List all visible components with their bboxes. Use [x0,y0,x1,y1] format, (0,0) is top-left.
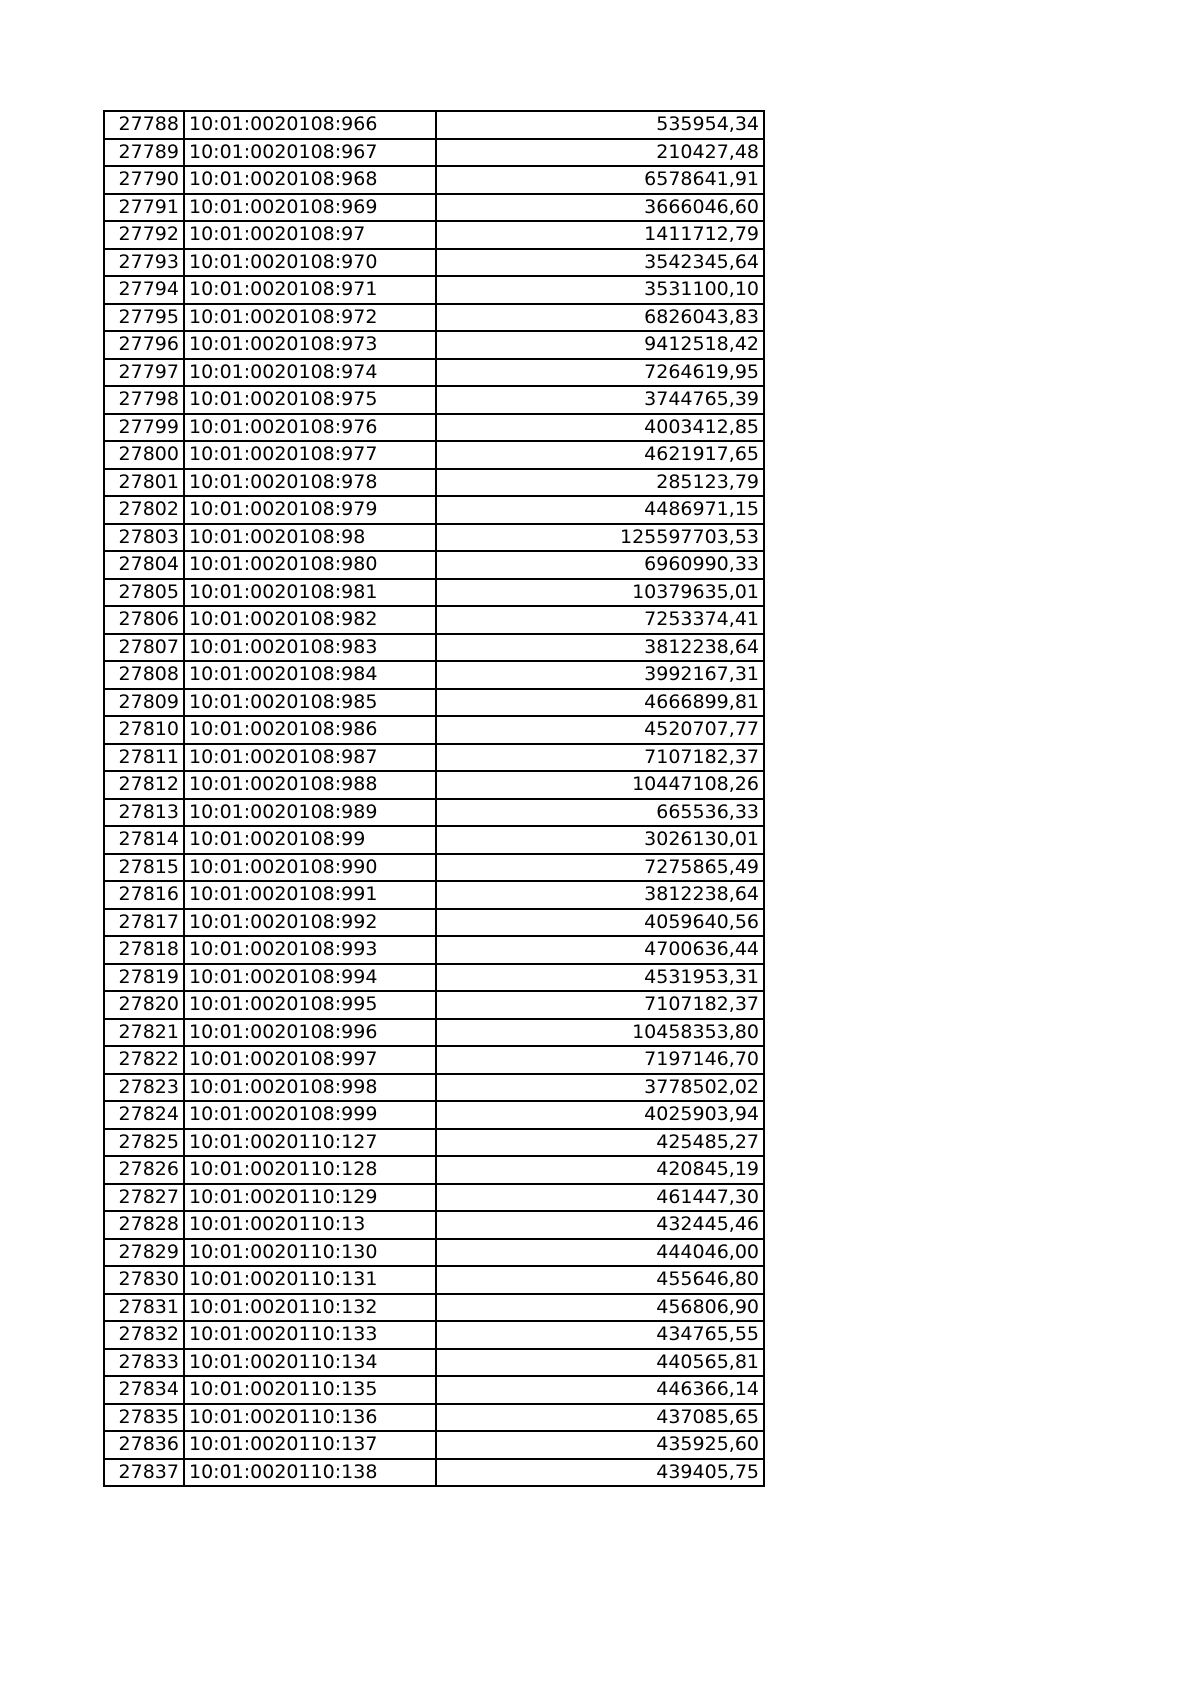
table-row [104,826,764,854]
row-number-cell: 27797 [104,359,184,387]
cadastral-number-cell: 10:01:0020108:987 [184,744,436,772]
cadastral-number-cell: 10:01:0020108:969 [184,194,436,222]
cadastral-number-cell: 10:01:0020108:981 [184,579,436,607]
value-cell: 7275865,49 [436,854,764,882]
row-number-cell: 27821 [104,1019,184,1047]
table-row [104,1431,764,1459]
table-row [104,496,764,524]
row-number-cell: 27788 [104,111,184,139]
table-row [104,304,764,332]
data-table [103,110,765,1487]
cadastral-number-cell: 10:01:0020110:130 [184,1239,436,1267]
table-row [104,111,764,139]
row-number-cell: 27808 [104,661,184,689]
value-cell: 420845,19 [436,1156,764,1184]
cadastral-number-cell: 10:01:0020108:998 [184,1074,436,1102]
table-row [104,524,764,552]
cadastral-number-cell: 10:01:0020108:978 [184,469,436,497]
row-number-cell: 27823 [104,1074,184,1102]
table-row [104,771,764,799]
table-row [104,1459,764,1487]
table-row [104,139,764,167]
cadastral-number-cell: 10:01:0020108:984 [184,661,436,689]
cadastral-number-cell: 10:01:0020110:127 [184,1129,436,1157]
table-row [104,1321,764,1349]
cadastral-number-cell: 10:01:0020108:971 [184,276,436,304]
cadastral-number-cell: 10:01:0020108:982 [184,606,436,634]
row-number-cell: 27832 [104,1321,184,1349]
cadastral-number-cell: 10:01:0020108:977 [184,441,436,469]
cadastral-number-cell: 10:01:0020108:97 [184,221,436,249]
cadastral-number-cell: 10:01:0020108:966 [184,111,436,139]
row-number-cell: 27831 [104,1294,184,1322]
value-cell: 437085,65 [436,1404,764,1432]
value-cell: 4531953,31 [436,964,764,992]
table-row [104,1376,764,1404]
value-cell: 3542345,64 [436,249,764,277]
table-row [104,1019,764,1047]
value-cell: 535954,34 [436,111,764,139]
cadastral-number-cell: 10:01:0020108:98 [184,524,436,552]
value-cell: 3026130,01 [436,826,764,854]
value-cell: 10447108,26 [436,771,764,799]
value-cell: 4700636,44 [436,936,764,964]
row-number-cell: 27814 [104,826,184,854]
row-number-cell: 27835 [104,1404,184,1432]
value-cell: 435925,60 [436,1431,764,1459]
cadastral-number-cell: 10:01:0020108:997 [184,1046,436,1074]
cadastral-number-cell: 10:01:0020110:128 [184,1156,436,1184]
value-cell: 210427,48 [436,139,764,167]
value-cell: 3531100,10 [436,276,764,304]
table-row [104,1239,764,1267]
cadastral-number-cell: 10:01:0020108:967 [184,139,436,167]
row-number-cell: 27807 [104,634,184,662]
row-number-cell: 27812 [104,771,184,799]
table-row [104,689,764,717]
row-number-cell: 27791 [104,194,184,222]
value-cell: 7253374,41 [436,606,764,634]
value-cell: 434765,55 [436,1321,764,1349]
row-number-cell: 27829 [104,1239,184,1267]
row-number-cell: 27836 [104,1431,184,1459]
cadastral-number-cell: 10:01:0020110:134 [184,1349,436,1377]
row-number-cell: 27824 [104,1101,184,1129]
row-number-cell: 27828 [104,1211,184,1239]
cadastral-number-cell: 10:01:0020108:991 [184,881,436,909]
table-row [104,661,764,689]
row-number-cell: 27803 [104,524,184,552]
value-cell: 4520707,77 [436,716,764,744]
value-cell: 3778502,02 [436,1074,764,1102]
table-row [104,166,764,194]
cadastral-number-cell: 10:01:0020110:133 [184,1321,436,1349]
table-row [104,1074,764,1102]
cadastral-number-cell: 10:01:0020108:993 [184,936,436,964]
table-row [104,881,764,909]
cadastral-number-cell: 10:01:0020110:136 [184,1404,436,1432]
value-cell: 665536,33 [436,799,764,827]
value-cell: 3666046,60 [436,194,764,222]
cadastral-number-cell: 10:01:0020108:980 [184,551,436,579]
row-number-cell: 27827 [104,1184,184,1212]
cadastral-number-cell: 10:01:0020108:990 [184,854,436,882]
value-cell: 4486971,15 [436,496,764,524]
table-row [104,359,764,387]
value-cell: 4666899,81 [436,689,764,717]
cadastral-number-cell: 10:01:0020110:131 [184,1266,436,1294]
table-row [104,1266,764,1294]
value-cell: 439405,75 [436,1459,764,1487]
value-cell: 9412518,42 [436,331,764,359]
row-number-cell: 27801 [104,469,184,497]
table-row [104,854,764,882]
row-number-cell: 27802 [104,496,184,524]
table-body [104,111,764,1486]
value-cell: 3992167,31 [436,661,764,689]
row-number-cell: 27793 [104,249,184,277]
cadastral-number-cell: 10:01:0020108:988 [184,771,436,799]
value-cell: 10458353,80 [436,1019,764,1047]
cadastral-number-cell: 10:01:0020110:129 [184,1184,436,1212]
table-row [104,909,764,937]
row-number-cell: 27833 [104,1349,184,1377]
table-row [104,936,764,964]
row-number-cell: 27796 [104,331,184,359]
table-row [104,1211,764,1239]
value-cell: 455646,80 [436,1266,764,1294]
row-number-cell: 27799 [104,414,184,442]
cadastral-number-cell: 10:01:0020108:994 [184,964,436,992]
row-number-cell: 27795 [104,304,184,332]
row-number-cell: 27792 [104,221,184,249]
table-row [104,414,764,442]
row-number-cell: 27830 [104,1266,184,1294]
value-cell: 456806,90 [436,1294,764,1322]
value-cell: 425485,27 [436,1129,764,1157]
value-cell: 7107182,37 [436,744,764,772]
row-number-cell: 27825 [104,1129,184,1157]
cadastral-number-cell: 10:01:0020110:138 [184,1459,436,1487]
value-cell: 7197146,70 [436,1046,764,1074]
value-cell: 4059640,56 [436,909,764,937]
cadastral-number-cell: 10:01:0020108:975 [184,386,436,414]
cadastral-number-cell: 10:01:0020108:992 [184,909,436,937]
table-row [104,1129,764,1157]
table-row [104,991,764,1019]
table-row [104,1046,764,1074]
cadastral-number-cell: 10:01:0020108:974 [184,359,436,387]
value-cell: 10379635,01 [436,579,764,607]
table-row [104,469,764,497]
value-cell: 432445,46 [436,1211,764,1239]
row-number-cell: 27790 [104,166,184,194]
table-row [104,1404,764,1432]
table-row [104,276,764,304]
value-cell: 125597703,53 [436,524,764,552]
table-row [104,1101,764,1129]
value-cell: 6826043,83 [436,304,764,332]
value-cell: 6578641,91 [436,166,764,194]
value-cell: 4025903,94 [436,1101,764,1129]
table-row [104,249,764,277]
cadastral-number-cell: 10:01:0020108:995 [184,991,436,1019]
table-row [104,716,764,744]
row-number-cell: 27804 [104,551,184,579]
table-row [104,1349,764,1377]
row-number-cell: 27822 [104,1046,184,1074]
row-number-cell: 27805 [104,579,184,607]
cadastral-number-cell: 10:01:0020108:968 [184,166,436,194]
value-cell: 4621917,65 [436,441,764,469]
row-number-cell: 27809 [104,689,184,717]
value-cell: 444046,00 [436,1239,764,1267]
cadastral-number-cell: 10:01:0020108:985 [184,689,436,717]
table-row [104,331,764,359]
cadastral-number-cell: 10:01:0020110:13 [184,1211,436,1239]
value-cell: 461447,30 [436,1184,764,1212]
row-number-cell: 27810 [104,716,184,744]
cadastral-number-cell: 10:01:0020108:979 [184,496,436,524]
value-cell: 6960990,33 [436,551,764,579]
table-row [104,634,764,662]
cadastral-number-cell: 10:01:0020108:972 [184,304,436,332]
value-cell: 3812238,64 [436,634,764,662]
table-row [104,221,764,249]
table-row [104,386,764,414]
cadastral-number-cell: 10:01:0020108:986 [184,716,436,744]
value-cell: 7264619,95 [436,359,764,387]
table-row [104,1294,764,1322]
row-number-cell: 27819 [104,964,184,992]
cadastral-number-cell: 10:01:0020108:99 [184,826,436,854]
row-number-cell: 27826 [104,1156,184,1184]
cadastral-number-cell: 10:01:0020108:996 [184,1019,436,1047]
table-row [104,744,764,772]
row-number-cell: 27837 [104,1459,184,1487]
row-number-cell: 27811 [104,744,184,772]
cadastral-number-cell: 10:01:0020110:137 [184,1431,436,1459]
table-row [104,551,764,579]
cadastral-number-cell: 10:01:0020108:983 [184,634,436,662]
value-cell: 446366,14 [436,1376,764,1404]
value-cell: 285123,79 [436,469,764,497]
table-row [104,194,764,222]
value-cell: 3744765,39 [436,386,764,414]
table-row [104,579,764,607]
row-number-cell: 27806 [104,606,184,634]
row-number-cell: 27813 [104,799,184,827]
row-number-cell: 27816 [104,881,184,909]
row-number-cell: 27789 [104,139,184,167]
cadastral-number-cell: 10:01:0020110:135 [184,1376,436,1404]
cadastral-number-cell: 10:01:0020108:973 [184,331,436,359]
table-row [104,799,764,827]
cadastral-number-cell: 10:01:0020110:132 [184,1294,436,1322]
row-number-cell: 27800 [104,441,184,469]
row-number-cell: 27818 [104,936,184,964]
cadastral-number-cell: 10:01:0020108:976 [184,414,436,442]
value-cell: 7107182,37 [436,991,764,1019]
cadastral-number-cell: 10:01:0020108:999 [184,1101,436,1129]
value-cell: 1411712,79 [436,221,764,249]
row-number-cell: 27820 [104,991,184,1019]
row-number-cell: 27798 [104,386,184,414]
row-number-cell: 27815 [104,854,184,882]
cadastral-number-cell: 10:01:0020108:989 [184,799,436,827]
value-cell: 3812238,64 [436,881,764,909]
table-row [104,964,764,992]
table-row [104,1184,764,1212]
row-number-cell: 27834 [104,1376,184,1404]
table-row [104,441,764,469]
row-number-cell: 27817 [104,909,184,937]
row-number-cell: 27794 [104,276,184,304]
table-row [104,1156,764,1184]
value-cell: 4003412,85 [436,414,764,442]
cadastral-number-cell: 10:01:0020108:970 [184,249,436,277]
value-cell: 440565,81 [436,1349,764,1377]
table-row [104,606,764,634]
